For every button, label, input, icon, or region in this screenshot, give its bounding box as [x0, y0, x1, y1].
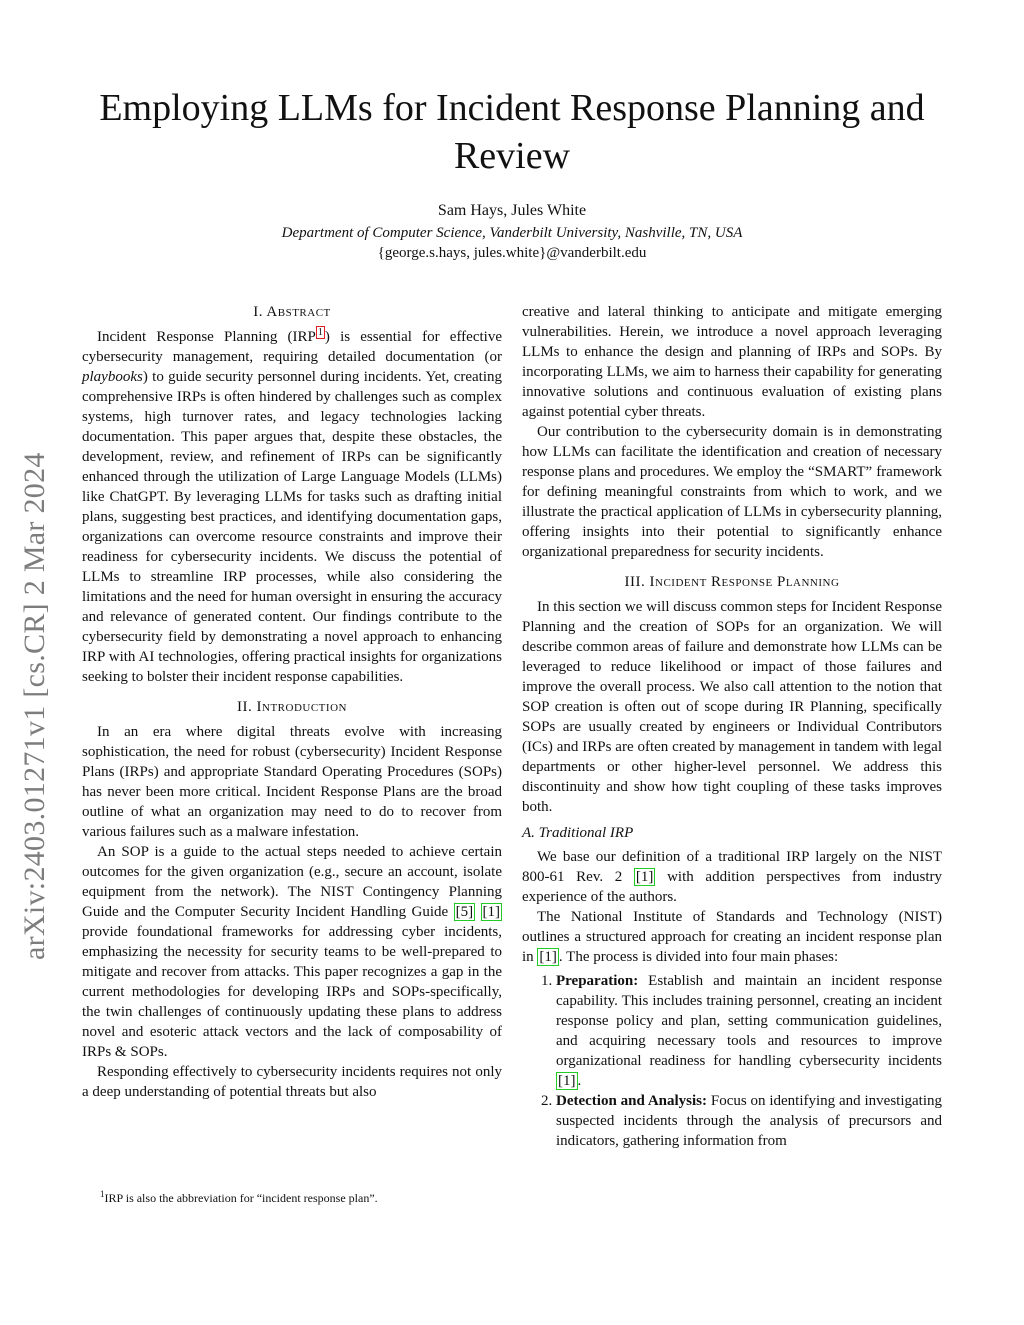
citation-link[interactable]: [1] — [482, 904, 501, 920]
irp-heading: III. Incident Response Planning — [624, 574, 840, 590]
irp-text: The National Institute of Standards and Technology (NIST) outlines a structured approach for creating an incident response plan in — [522, 909, 942, 965]
footnote-mark: 1 — [100, 1189, 105, 1199]
abstract-text: ) to guide security personnel during incidents. Yet, creating comprehensive IRPs is often hindered by challenges such as complex systems, high turnover rates, and legacy technologies lacking documentation. This paper argues that, despite these obstacles, the development, review, and refinement of IRPs can be significantly enhanced through the utilization of Large Language Models (LLMs) like ChatGPT. By leveraging LLMs for tasks such as drafting initial plans, suggesting best practices, and identifying documentation gaps, organizations can overcome resource constraints and improve their readiness for cybersecurity incidents. We discuss the potential of LLMs to streamline IRP processes, while also considering the limitations and the need for human oversight in ensuring the accuracy and relevance of generated content. Our findings contribute to the cybersecurity field by demonstrating a novel approach to enhancing IRP with AI technologies, offering practical insights for organizations seeking to bolster their incident response capabilities. — [82, 369, 502, 685]
paper-title: Employing LLMs for Incident Response Planning and Review — [99, 87, 925, 177]
abstract-emphasis: playbooks — [82, 369, 143, 385]
introduction-heading: II. Introduction — [237, 699, 347, 715]
left-column — [82, 302, 502, 1102]
phase-text: Establish and maintain an incident response capability. This includes training personnel, creating an incident response policy and plan, setting communication guidelines, and acquiring necessary tools and resources to improve organizational readiness for handling cybersecurity incidents — [556, 973, 942, 1069]
footnote — [100, 1186, 378, 1206]
intro-paragraph-1: In an era where digital threats evolve with increasing sophistication, the need for robust (cybersecurity) Incident Response Plans (IRPs) and appropriate Standard Operating Procedures (SOPs) has never been more critical. Incident Response Plans are the broad outline of what an organization may need to do to recover from various failures such as a malware infestation. — [82, 724, 502, 840]
intro-paragraph-2 — [82, 842, 502, 1062]
phase-list-item — [556, 971, 942, 1091]
intro-paragraph-4: Our contribution to the cybersecurity domain is in demonstrating how LLMs can facilitate the identification and creation of necessary response plans and procedures. We employ the “SMART” framework for defining meaningful constraints from which to work, and we illustrate the practical application of LLMs in cybersecurity planning, offering insights into their potential to significantly enhance organizational preparedness for security incidents. — [522, 424, 942, 560]
citation-link[interactable]: [5] — [455, 904, 474, 920]
paper-authors: Sam Hays, Jules White — [437, 202, 587, 219]
irp-text: We base our definition of a traditional IRP largely on the NIST 800-61 Rev. 2 — [522, 849, 942, 885]
traditional-irp-paragraph-1 — [522, 847, 942, 907]
abstract-paragraph — [82, 327, 502, 687]
right-column — [522, 302, 942, 1151]
phase-text: Focus on identifying and investigating suspected incidents through the analysis of precursors and indicators, gathering information from — [556, 1093, 942, 1149]
irp-text: . The process is divided into four main phases: — [558, 949, 839, 965]
citation-link[interactable]: [1] — [635, 869, 654, 885]
phase-text: . — [577, 1073, 582, 1089]
arxiv-identifier: arXiv:2403.01271v1 [cs.CR] 2 Mar 2024 — [18, 452, 51, 960]
irp-paragraph-1: In this section we will discuss common steps for Incident Response Planning and the creation of SOPs for an organization. We will describe common areas of failure and demonstrate how LLMs can be leveraged to reduce likelihood or impact of those failures and improve the overall process. We also call attention to the notion that SOP creation is often out of scope during IR Planning, specifically SOPs are usually created by engineers or Individual Contributors (ICs) and IRPs are often created by management in tandem with legal departments or other higher-level personnel. We address this discontinuity and show how tight coupling of these tasks improves both. — [522, 599, 942, 815]
intro-paragraph-3-start: Responding effectively to cybersecurity incidents requires not only a deep understanding of potential threats but also — [82, 1064, 502, 1100]
irp-text: with addition perspectives from industry experience of the authors. — [522, 869, 943, 905]
citation-link[interactable]: [1] — [539, 949, 557, 965]
author-affiliation: Department of Computer Science, Vanderbilt University, Nashville, TN, USA — [281, 225, 743, 241]
traditional-irp-paragraph-2 — [522, 907, 942, 967]
phase-label: Preparation: — [556, 973, 639, 989]
intro-text: An SOP is a guide to the actual steps needed to achieve certain outcomes for the given organization (e.g., secure an account, isolate equipment from the network). The NIST Contingency Planning Guide and the Computer Security Incident Handling Guide — [82, 844, 502, 920]
intro-text: provide foundational frameworks for addressing cyber incidents, emphasizing the necessity for security teams to be well-prepared to mitigate and recover from attacks. This paper recognizes a gap in the current methodologies for developing IRPs and SOPs-specifically, the twin challenges of continuously updating these plans to address novel and esoteric attack vectors and the lack of composability of IRPs & SOPs. — [82, 924, 502, 1060]
author-emails: {george.s.hays, jules.white}@vanderbilt.edu — [377, 245, 647, 261]
footnote-text: IRP is also the abbreviation for “incident response plan”. — [104, 1191, 378, 1205]
citation-link[interactable]: [1] — [558, 1073, 576, 1089]
intro-paragraph-3-continued: creative and lateral thinking to anticipate and mitigate emerging vulnerabilities. Herein, we introduce a novel approach leveraging LLMs to enhance the design and planning of IRPs and SOPs. By incorporating LLMs, we aim to harness their capability for generating innovative solutions and continuous evaluation of existing plans against potential cyber threats. — [522, 304, 942, 420]
abstract-text: Incident Response Planning (IRP — [97, 329, 316, 345]
abstract-text: ) is essential for effective cybersecurity management, requiring detailed documentation (or — [82, 329, 502, 365]
phase-list-item — [556, 1091, 942, 1151]
traditional-irp-heading: A. Traditional IRP — [522, 825, 634, 841]
irp-phases-list — [522, 971, 942, 1151]
phase-label: Detection and Analysis: — [556, 1093, 708, 1109]
footnote-link[interactable]: 1 — [317, 327, 323, 338]
abstract-heading: I. Abstract — [253, 304, 331, 320]
